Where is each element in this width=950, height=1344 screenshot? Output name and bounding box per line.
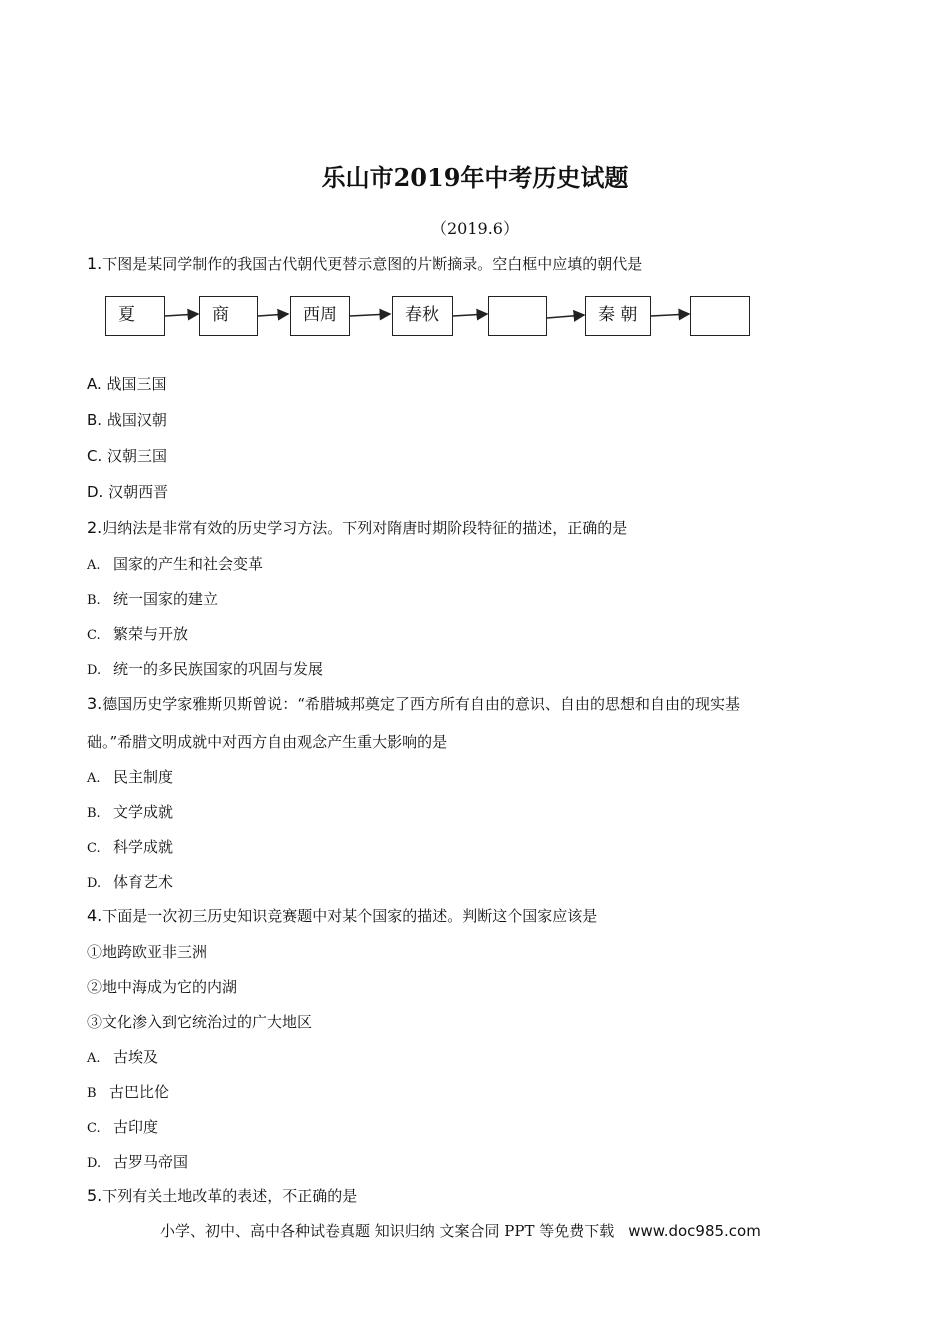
question-text: 下面是一次初三历史知识竞赛题中对某个国家的描述。判断这个国家应该是 — [102, 907, 598, 925]
option-text: 汉朝三国 — [107, 447, 168, 465]
option-c[interactable] — [87, 837, 173, 859]
question-text: 归纳法是非常有效的历史学习方法。下列对隋唐时期阶段特征的描述，正确的是 — [102, 519, 628, 537]
question-4-item-1: ①地跨欧亚非三洲 — [87, 943, 208, 961]
question-number: 5. — [87, 1186, 103, 1205]
option-label: D. — [87, 876, 102, 891]
option-text: 古印度 — [113, 1118, 159, 1136]
option-text: 文学成就 — [113, 803, 174, 821]
question-text: 下图是某同学制作的我国古代朝代更替示意图的片断摘录。空白框中应填的朝代是 — [102, 255, 643, 273]
flow-arrow — [547, 315, 584, 318]
option-text: 战国汉朝 — [106, 411, 167, 429]
footer-site-link[interactable]: www.doc985.com — [628, 1222, 761, 1240]
footer-text: 小学、初中、高中各种试卷真题 知识归纳 文案合同 PPT 等免费下载 — [160, 1222, 615, 1240]
option-d[interactable] — [87, 872, 173, 894]
option-label: A. — [87, 375, 102, 393]
flow-arrow — [453, 314, 487, 316]
question-3 — [87, 694, 740, 714]
flow-box-blank-2 — [690, 296, 750, 336]
page-title: 乐山市2019年中考历史试题 — [321, 163, 629, 192]
question-number: 2. — [87, 518, 103, 537]
option-label: B. — [87, 593, 101, 608]
option-text: 古埃及 — [113, 1048, 159, 1066]
option-a[interactable] — [87, 1047, 158, 1069]
option-c[interactable] — [87, 1117, 158, 1139]
option-label: C. — [87, 447, 103, 465]
question-5 — [87, 1186, 357, 1206]
question-2 — [87, 518, 627, 538]
option-label: B. — [87, 411, 103, 429]
option-label: A. — [87, 558, 101, 573]
option-text: 国家的产生和社会变革 — [113, 555, 264, 573]
option-label: D. — [87, 663, 102, 678]
question-text: 下列有关土地改革的表述，不正确的是 — [102, 1187, 358, 1205]
option-text: 繁荣与开放 — [113, 625, 189, 643]
question-number: 1. — [87, 254, 103, 273]
option-a[interactable] — [87, 767, 173, 789]
flow-arrow — [350, 314, 390, 316]
option-label: C. — [87, 841, 101, 856]
option-c[interactable] — [87, 624, 188, 646]
question-3-continued: 础。”希腊文明成就中对西方自由观念产生重大影响的是 — [87, 733, 448, 751]
option-text: 汉朝西晋 — [108, 483, 169, 501]
option-text: 战国三国 — [106, 375, 167, 393]
option-label: D. — [87, 483, 104, 501]
option-text: 体育艺术 — [113, 873, 174, 891]
flow-arrow — [651, 314, 689, 316]
option-label: A. — [87, 771, 101, 786]
option-text: 统一国家的建立 — [113, 590, 219, 608]
option-label: D. — [87, 1156, 102, 1171]
question-4-item-2: ②地中海成为它的内湖 — [87, 978, 238, 996]
option-b[interactable] — [87, 802, 173, 824]
option-label: C. — [87, 628, 101, 643]
option-a[interactable] — [87, 554, 263, 576]
option-b[interactable] — [87, 589, 218, 611]
option-label: C. — [87, 1121, 101, 1136]
option-text: 统一的多民族国家的巩固与发展 — [113, 660, 324, 678]
option-b[interactable] — [87, 1082, 169, 1104]
question-number: 3. — [87, 694, 103, 713]
flow-box-shang: 商 — [199, 296, 258, 336]
question-text: 德国历史学家雅斯贝斯曾说：“希腊城邦奠定了西方所有自由的意识、自由的思想和自由的现实基 — [102, 695, 740, 713]
page-footer — [160, 1220, 761, 1241]
question-1 — [87, 254, 642, 274]
option-label: A. — [87, 1051, 101, 1066]
question-number: 4. — [87, 906, 103, 925]
option-label: B — [87, 1086, 97, 1101]
flow-box-xizhou: 西周 — [290, 296, 350, 336]
flow-box-blank-1 — [488, 296, 547, 336]
option-text: 民主制度 — [113, 768, 174, 786]
flow-arrow — [165, 314, 198, 316]
question-4-item-3: ③文化渗入到它统治过的广大地区 — [87, 1013, 313, 1031]
option-c[interactable] — [87, 446, 167, 466]
flow-box-qin: 秦 朝 — [585, 296, 651, 336]
option-d[interactable] — [87, 482, 168, 502]
exam-date: （2019.6） — [431, 219, 519, 238]
flow-box-xia: 夏 — [105, 296, 165, 336]
flow-arrow — [258, 314, 288, 316]
option-text: 古罗马帝国 — [113, 1153, 189, 1171]
flow-box-chunqiu: 春秋 — [392, 296, 453, 336]
option-a[interactable] — [87, 374, 167, 394]
option-text: 古巴比伦 — [109, 1083, 170, 1101]
option-b[interactable] — [87, 410, 167, 430]
option-text: 科学成就 — [113, 838, 174, 856]
option-label: B. — [87, 806, 101, 821]
option-d[interactable] — [87, 659, 323, 681]
question-4 — [87, 906, 597, 926]
option-d[interactable] — [87, 1152, 188, 1174]
